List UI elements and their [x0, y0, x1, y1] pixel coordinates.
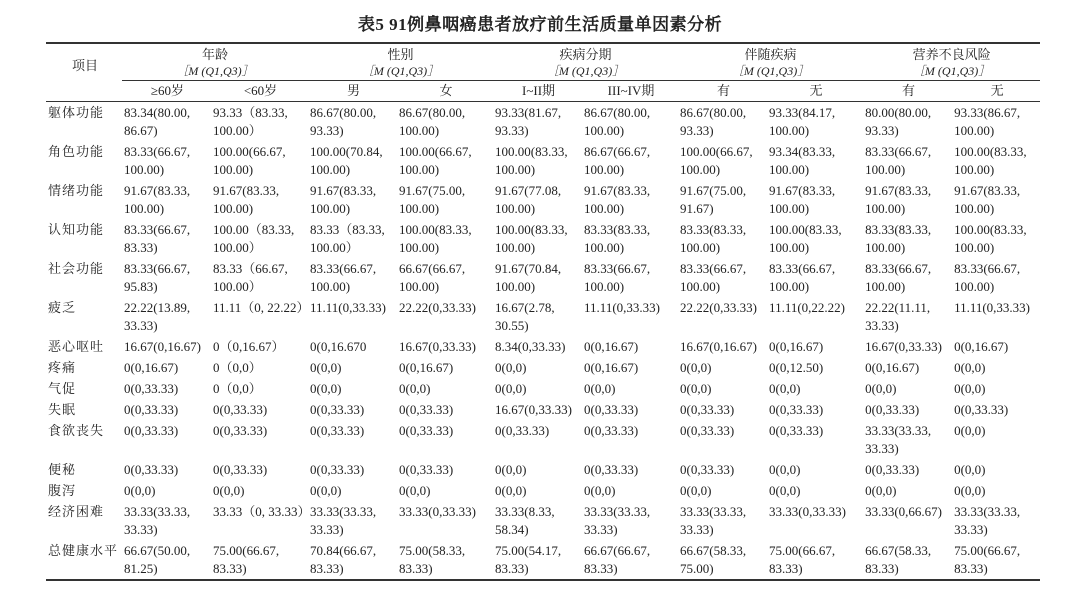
table-cell: 0(0,0) [213, 483, 245, 498]
group-header-row [46, 43, 1040, 81]
table-cell: 0(0,0) [310, 360, 342, 375]
group-stat-label: ［M (Q1,Q3)］ [912, 64, 991, 78]
group-name: 疾病分期 [559, 47, 612, 62]
table-cell: 91.67(83.33, 100.00) [310, 183, 377, 216]
table-row [46, 420, 1040, 459]
table-cell: 0(0,0) [584, 381, 616, 396]
item-header-spacer [46, 81, 122, 102]
subgroup-header: I~II期 [493, 81, 582, 102]
table-cell: 0(0,33.33) [124, 381, 179, 396]
table-cell: 16.67(0,16.67) [124, 339, 201, 354]
table-cell: 11.11(0,22.22) [769, 300, 845, 315]
table-cell: 86.67(80.00, 100.00) [399, 105, 466, 138]
table-cell: 93.33(86.67, 100.00) [954, 105, 1021, 138]
group-stat-label: ［M (Q1,Q3)］ [731, 64, 810, 78]
table-cell: 100.00(83.33, 100.00) [495, 144, 568, 177]
table-cell: 0(0,0) [769, 381, 801, 396]
table-cell: 22.22(11.11, 33.33) [865, 300, 931, 333]
table-cell: 0(0,33.33) [399, 423, 454, 438]
group-header [122, 43, 308, 81]
table-row [46, 219, 1040, 258]
table-cell: 11.11（0, 22.22） [213, 300, 310, 315]
table-cell: 91.67(83.33, 100.00) [124, 183, 191, 216]
table-cell: 0(0,0) [310, 381, 342, 396]
table-cell: 83.33（66.67, 100.00） [213, 261, 288, 294]
table-cell: 0(0,0) [680, 360, 712, 375]
table-cell: 91.67(83.33, 100.00) [769, 183, 836, 216]
table-cell: 0(0,16.67) [769, 339, 824, 354]
table-cell: 0(0,33.33) [680, 423, 735, 438]
table-cell: 91.67(77.08, 100.00) [495, 183, 562, 216]
table-cell: 0(0,0) [399, 483, 431, 498]
table-cell: 100.00(83.33, 100.00) [399, 222, 472, 255]
table-cell: 33.33(0,33.33) [399, 504, 476, 519]
table-cell: 0(0,0) [495, 483, 527, 498]
table-cell: 0(0,33.33) [310, 402, 365, 417]
group-stat-label: ［M (Q1,Q3)］ [546, 64, 625, 78]
row-label: 疼痛 [48, 360, 77, 375]
table-cell: 91.67(83.33, 100.00) [584, 183, 651, 216]
row-label: 恶心呕吐 [48, 339, 105, 354]
table-cell: 22.22(0,33.33) [399, 300, 476, 315]
table-body [46, 102, 1040, 581]
table-cell: 0(0,0) [399, 381, 431, 396]
row-label: 躯体功能 [48, 105, 105, 120]
group-name: 年龄 [202, 47, 229, 62]
table-cell: 83.34(80.00, 86.67) [124, 105, 191, 138]
table-cell: 33.33(33.33, 33.33) [584, 504, 651, 537]
table-cell: 66.67(66.67, 100.00) [399, 261, 466, 294]
table-cell: 100.00(83.33, 100.00) [954, 144, 1027, 177]
table-cell: 86.67(80.00, 100.00) [584, 105, 651, 138]
table-cell: 0(0,0) [865, 483, 897, 498]
subgroup-header: 男 [308, 81, 397, 102]
table-cell: 75.00(58.33, 83.33) [399, 543, 466, 576]
table-cell: 0(0,33.33) [124, 402, 179, 417]
table-cell: 0(0,16.670 [310, 339, 367, 354]
table-cell: 0(0,0) [495, 462, 527, 477]
table-cell: 0(0,0) [495, 381, 527, 396]
table-cell: 75.00(54.17, 83.33) [495, 543, 562, 576]
table-cell: 0(0,0) [954, 483, 986, 498]
table-cell: 66.67(58.33, 83.33) [865, 543, 932, 576]
table-row [46, 102, 1040, 142]
subgroup-header: 女 [397, 81, 493, 102]
table-cell: 33.33(33.33, 33.33) [680, 504, 747, 537]
table-cell: 86.67(80.00, 93.33) [310, 105, 377, 138]
group-name: 营养不良风险 [912, 47, 991, 62]
table-cell: 11.11(0,33.33) [584, 300, 660, 315]
row-label: 社会功能 [48, 261, 105, 276]
table-row [46, 141, 1040, 180]
subgroup-header: 有 [863, 81, 952, 102]
table-cell: 83.33(83.33, 100.00) [680, 222, 747, 255]
table-cell: 16.67(0,33.33) [399, 339, 476, 354]
row-label: 失眠 [48, 402, 77, 417]
table-cell: 0（0,16.67） [213, 339, 285, 354]
table-cell: 93.33（83.33, 100.00） [213, 105, 288, 138]
group-stat-label: ［M (Q1,Q3)］ [361, 64, 440, 78]
table-row [46, 336, 1040, 357]
table-cell: 0(0,33.33) [584, 402, 639, 417]
table-cell: 83.33(66.67, 83.33) [124, 222, 191, 255]
table-cell: 0(0,33.33) [213, 462, 268, 477]
table-cell: 91.67(75.00, 91.67) [680, 183, 747, 216]
table-cell: 100.00(66.67, 100.00) [399, 144, 472, 177]
table-cell: 83.33(83.33, 100.00) [584, 222, 651, 255]
table-cell: 33.33（0, 33.33） [213, 504, 311, 519]
subgroup-header: 无 [767, 81, 863, 102]
table-row [46, 399, 1040, 420]
row-label: 经济困难 [48, 504, 105, 519]
table-cell: 100.00(66.67, 100.00) [213, 144, 286, 177]
table-row [46, 357, 1040, 378]
table-cell: 0(0,16.67) [399, 360, 454, 375]
row-label: 便秘 [48, 462, 77, 477]
table-cell: 0(0,0) [954, 360, 986, 375]
quality-of-life-table [46, 42, 1040, 581]
table-cell: 16.67(0,33.33) [495, 402, 572, 417]
table-cell: 83.33（83.33, 100.00） [310, 222, 385, 255]
table-cell: 66.67(66.67, 83.33) [584, 543, 651, 576]
group-header [678, 43, 863, 81]
table-row [46, 501, 1040, 540]
table-cell: 0(0,33.33) [310, 462, 365, 477]
table-cell: 0(0,33.33) [769, 402, 824, 417]
table-cell: 93.33(81.67, 93.33) [495, 105, 562, 138]
table-cell: 33.33(33.33, 33.33) [865, 423, 932, 456]
table-cell: 0(0,0) [769, 483, 801, 498]
table-cell: 11.11(0,33.33) [954, 300, 1031, 315]
table-cell: 22.22(13.89, 33.33) [124, 300, 191, 333]
table-cell: 83.33(66.67, 100.00) [954, 261, 1021, 294]
table-cell: 86.67(80.00, 93.33) [680, 105, 747, 138]
table-cell: 0(0,33.33) [124, 423, 179, 438]
table-title: 表5 91例鼻咽癌患者放疗前生活质量单因素分析 [357, 15, 723, 34]
item-header: 项目 [71, 58, 98, 74]
table-cell: 0(0,0) [124, 483, 156, 498]
table-cell: 100.00(70.84, 100.00) [310, 144, 383, 177]
table-row [46, 378, 1040, 399]
table-cell: 0(0,0) [954, 381, 986, 396]
table-cell: 0(0,33.33) [865, 462, 920, 477]
table-cell: 83.33(66.67, 95.83) [124, 261, 191, 294]
table-cell: 0(0,16.67) [865, 360, 920, 375]
table-cell: 93.33(84.17, 100.00) [769, 105, 836, 138]
table-row [46, 180, 1040, 219]
table-cell: 33.33(33.33, 33.33) [310, 504, 377, 537]
table-cell: 0（0,0） [213, 360, 262, 375]
table-cell: 80.00(80.00, 93.33) [865, 105, 932, 138]
table-cell: 83.33(66.67, 100.00) [865, 144, 932, 177]
table-cell: 0(0,33.33) [399, 402, 454, 417]
subgroup-header-row [46, 81, 1040, 102]
table-cell: 100.00(83.33, 100.00) [495, 222, 568, 255]
row-label: 认知功能 [48, 222, 105, 237]
group-stat-label: ［M (Q1,Q3)］ [176, 64, 254, 78]
table-cell: 75.00(66.67, 83.33) [213, 543, 280, 576]
table-cell: 75.00(66.67, 83.33) [769, 543, 836, 576]
table-cell: 83.33(66.67, 100.00) [865, 261, 932, 294]
table-cell: 83.33(66.67, 100.00) [310, 261, 377, 294]
table-cell: 0(0,33.33) [584, 423, 639, 438]
table-cell: 100.00(66.67, 100.00) [680, 144, 753, 177]
table-cell: 22.22(0,33.33) [680, 300, 757, 315]
table-cell: 93.34(83.33, 100.00) [769, 144, 836, 177]
table-row [46, 258, 1040, 297]
table-row [46, 459, 1040, 480]
table-cell: 100.00（83.33, 100.00） [213, 222, 295, 255]
table-cell: 0(0,33.33) [680, 462, 735, 477]
table-cell: 33.33(8.33, 58.34) [495, 504, 555, 537]
subgroup-header: 无 [952, 81, 1040, 102]
table-cell: 86.67(66.67, 100.00) [584, 144, 651, 177]
table-cell: 91.67(83.33, 100.00) [865, 183, 932, 216]
subgroup-header: 有 [678, 81, 767, 102]
row-label: 情绪功能 [48, 183, 105, 198]
table-cell: 91.67(70.84, 100.00) [495, 261, 562, 294]
table-cell: 16.67(0,16.67) [680, 339, 757, 354]
table-cell: 0(0,12.50) [769, 360, 824, 375]
row-label: 腹泻 [48, 483, 77, 498]
table-row [46, 297, 1040, 336]
table-cell: 33.33(0,33.33) [769, 504, 846, 519]
row-label: 气促 [48, 381, 77, 396]
table-cell: 0(0,0) [954, 423, 986, 438]
row-label: 角色功能 [48, 144, 105, 159]
row-label: 食欲丧失 [48, 423, 105, 438]
table-cell: 0(0,33.33) [584, 462, 639, 477]
table-cell: 0(0,33.33) [310, 423, 365, 438]
row-label: 总健康水平 [48, 543, 119, 558]
table-cell: 0(0,33.33) [769, 423, 824, 438]
table-cell: 11.11(0,33.33) [310, 300, 386, 315]
table-cell: 91.67(83.33, 100.00) [213, 183, 280, 216]
group-name: 伴随疾病 [744, 47, 797, 62]
table-cell: 0(0,0) [495, 360, 527, 375]
table-cell: 0(0,0) [680, 381, 712, 396]
table-cell: 0(0,0) [310, 483, 342, 498]
table-cell: 16.67(0,33.33) [865, 339, 942, 354]
table-cell: 33.33(0,66.67) [865, 504, 942, 519]
table-cell: 83.33(66.67, 100.00) [769, 261, 836, 294]
table-cell: 83.33(66.67, 100.00) [124, 144, 191, 177]
table-cell: 0(0,33.33) [680, 402, 735, 417]
table-cell: 0(0,33.33) [865, 402, 920, 417]
table-cell: 0(0,33.33) [213, 423, 268, 438]
table-cell: 0(0,33.33) [124, 462, 179, 477]
table-cell: 83.33(66.67, 100.00) [584, 261, 651, 294]
table-cell: 8.34(0,33.33) [495, 339, 566, 354]
table-row [46, 480, 1040, 501]
table-cell: 75.00(66.67, 83.33) [954, 543, 1021, 576]
table-cell: 100.00(83.33, 100.00) [954, 222, 1027, 255]
table-cell: 0（0,0） [213, 381, 262, 396]
table-row [46, 540, 1040, 580]
table-cell: 0(0,33.33) [213, 402, 268, 417]
table-cell: 0(0,0) [584, 483, 616, 498]
table-cell: 0(0,0) [680, 483, 712, 498]
subgroup-header: III~IV期 [582, 81, 678, 102]
subgroup-header: ≥60岁 [122, 81, 211, 102]
table-cell: 70.84(66.67, 83.33) [310, 543, 377, 576]
table-cell: 91.67(75.00, 100.00) [399, 183, 466, 216]
table-cell: 66.67(58.33, 75.00) [680, 543, 747, 576]
table-cell: 0(0,0) [954, 462, 986, 477]
table-cell: 16.67(2.78, 30.55) [495, 300, 555, 333]
table-cell: 66.67(50.00, 81.25) [124, 543, 191, 576]
table-cell: 83.33(83.33, 100.00) [865, 222, 932, 255]
table-cell: 0(0,16.67) [584, 339, 639, 354]
table-cell: 0(0,16.67) [954, 339, 1009, 354]
table-cell: 0(0,33.33) [399, 462, 454, 477]
table-cell: 33.33(33.33, 33.33) [954, 504, 1021, 537]
table-cell: 83.33(66.67, 100.00) [680, 261, 747, 294]
group-header [863, 43, 1040, 81]
group-header [493, 43, 678, 81]
table-cell: 91.67(83.33, 100.00) [954, 183, 1021, 216]
table-cell: 0(0,33.33) [495, 423, 550, 438]
table-cell: 0(0,0) [865, 381, 897, 396]
table-cell: 0(0,16.67) [124, 360, 179, 375]
subgroup-header: <60岁 [211, 81, 308, 102]
table-cell: 0(0,33.33) [954, 402, 1009, 417]
table-cell: 100.00(83.33, 100.00) [769, 222, 842, 255]
group-name: 性别 [387, 47, 414, 62]
group-header [308, 43, 493, 81]
row-label: 疲乏 [48, 300, 77, 315]
table-cell: 0(0,16.67) [584, 360, 639, 375]
table-cell: 33.33(33.33, 33.33) [124, 504, 191, 537]
table-cell: 0(0,0) [769, 462, 801, 477]
